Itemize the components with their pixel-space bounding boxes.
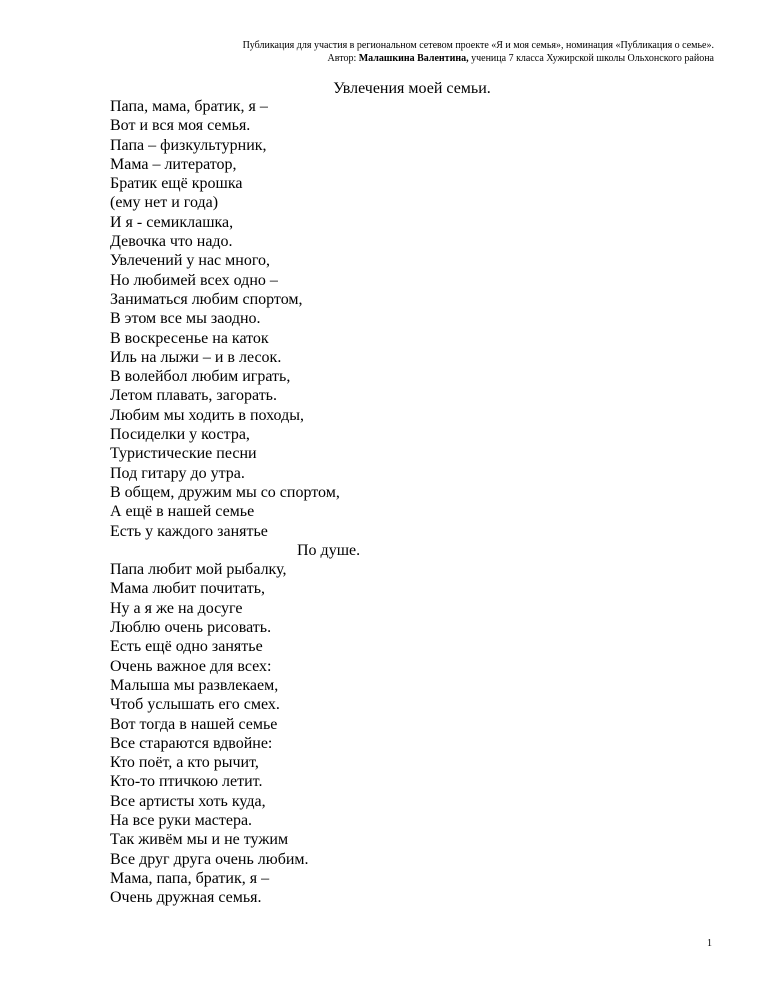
page-header [74,40,714,65]
poem-line: Ну а я же на досуге [110,599,243,617]
poem-line: Люблю очень рисовать. [110,619,272,637]
poem-line: Мама – литератор, [110,155,237,173]
poem-body [110,97,670,907]
poem-line: Кто поёт, а кто рычит, [110,754,259,772]
poem-line: Мама любит почитать, [110,580,265,598]
header-author-prefix: Автор: [327,52,359,64]
poem-line: Но любимей всех одно – [110,271,278,289]
poem-line: Под гитару до утра. [110,464,245,482]
poem-line: В общем, дружим мы со спортом, [110,483,340,501]
poem-line: Вот и вся моя семья. [110,117,251,135]
poem-line: Очень важное для всех: [110,657,272,675]
poem-line: Есть у каждого занятье [110,522,268,540]
poem-line-indented: По душе. [297,541,361,559]
poem-line: Все стараются вдвойне: [110,734,273,752]
poem-title: Увлечения моей семьи. [333,80,491,97]
poem-line: Мама, папа, братик, я – [110,869,270,887]
poem-line: Все артисты хоть куда, [110,792,266,810]
poem-line: В волейбол любим играть, [110,368,291,386]
poem-line: Заниматься любим спортом, [110,290,303,308]
poem-line: Девочка что надо. [110,233,233,251]
poem-line: Вот тогда в нашей семье [110,715,278,733]
poem-line: (ему нет и года) [110,194,219,212]
poem-line: И я - семиклашка, [110,213,234,231]
poem-line: Все друг друга очень любим. [110,850,309,868]
page-number: 1 [707,938,712,949]
poem-line: Любим мы ходить в походы, [110,406,304,424]
poem-line: Увлечений у нас много, [110,252,271,270]
poem-line: Папа, мама, братик, я – [110,98,268,115]
poem-line: Посиделки у костра, [110,426,250,444]
poem-line: Иль на лыжи – и в лесок. [110,348,282,366]
poem-line: В воскресенье на каток [110,329,269,347]
header-author-line [74,53,714,66]
header-author-suffix: ученица 7 класса Хужирской школы Ольхонского района [468,52,714,64]
poem-line: Малыша мы развлекаем, [110,676,279,694]
poem-line: Папа любит мой рыбалку, [110,561,287,579]
poem-line: Папа – физкультурник, [110,136,267,154]
poem-line: Очень дружная семья. [110,889,262,907]
poem-line: В этом все мы заодно. [110,310,261,328]
poem-line: А ещё в нашей семье [110,503,255,521]
header-author-name: Малашкина Валентина, [358,52,469,64]
poem-line: Туристические песни [110,445,257,463]
poem-line: Летом плавать, загорать. [110,387,277,405]
poem-line: Есть ещё одно занятье [110,638,263,656]
poem-line: На все руки мастера. [110,811,253,829]
poem-line: Так живём мы и не тужим [110,831,289,849]
poem-line: Чтоб услышать его смех. [110,696,280,714]
header-publication-line: Публикация для участия в региональном сетевом проекте «Я и моя семья», номинация «Публикация о семье». [242,40,714,51]
poem-line: Кто-то птичкою летит. [110,773,263,791]
poem-line: Братик ещё крошка [110,175,243,193]
